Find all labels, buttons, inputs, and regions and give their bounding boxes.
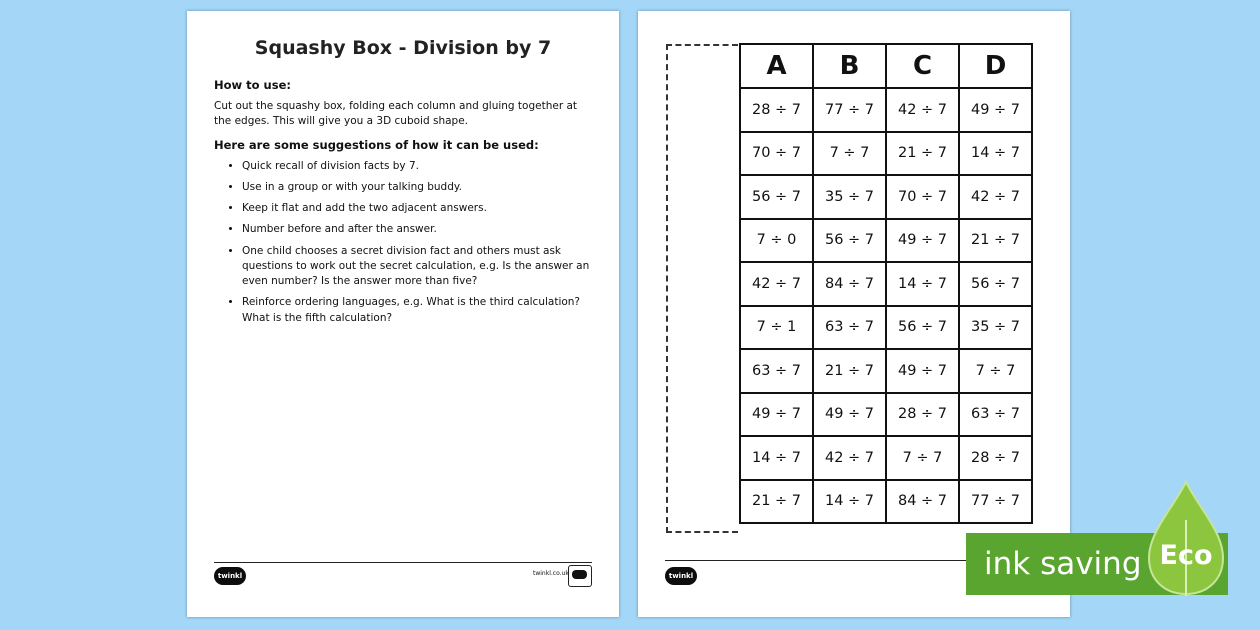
grid-row — [740, 349, 1032, 393]
suggestion-item: • Reinforce ordering languages, e.g. What is the third calculation? What is the fifth calculation? — [242, 295, 594, 325]
division-cell: 14 ÷ 7 — [813, 480, 886, 524]
suggestion-item: • One child chooses a secret division fact and others must ask questions to work out the secret calculation, e.g. Is the answer an even number? Is the answer more than five? — [242, 244, 594, 290]
division-cell: 56 ÷ 7 — [813, 219, 886, 263]
grid-row — [740, 132, 1032, 176]
division-cell: 21 ÷ 7 — [959, 219, 1032, 263]
eco-label: Eco — [1159, 540, 1213, 571]
division-cell: 42 ÷ 7 — [813, 436, 886, 480]
grid-row — [740, 219, 1032, 263]
instructions — [214, 77, 594, 332]
grid-row — [740, 88, 1032, 132]
column-header: B — [813, 44, 886, 88]
division-cell: 56 ÷ 7 — [740, 175, 813, 219]
how-text: Cut out the squashy box, folding each column and gluing together at the edges. This will give you a 3D cuboid shape. — [214, 99, 578, 127]
suggestion-item: • Use in a group or with your talking buddy. — [242, 180, 594, 195]
division-cell: 21 ÷ 7 — [740, 480, 813, 524]
division-cell: 14 ÷ 7 — [740, 436, 813, 480]
division-cell: 42 ÷ 7 — [886, 88, 959, 132]
right-page — [638, 11, 1070, 617]
division-cell: 63 ÷ 7 — [959, 393, 1032, 437]
eco-drop-icon — [1147, 480, 1225, 598]
division-cell: 84 ÷ 7 — [813, 262, 886, 306]
ink-saving-text: ink saving — [984, 546, 1142, 582]
division-cell: 42 ÷ 7 — [959, 175, 1032, 219]
column-header: C — [886, 44, 959, 88]
division-cell: 7 ÷ 1 — [740, 306, 813, 350]
division-cell: 14 ÷ 7 — [886, 262, 959, 306]
grid-row — [740, 306, 1032, 350]
suggestion-item: • Keep it flat and add the two adjacent answers. — [242, 201, 594, 216]
grid-row — [740, 393, 1032, 437]
division-cell: 70 ÷ 7 — [740, 132, 813, 176]
division-cell: 35 ÷ 7 — [813, 175, 886, 219]
division-cell: 42 ÷ 7 — [740, 262, 813, 306]
division-cell: 84 ÷ 7 — [886, 480, 959, 524]
header-row — [740, 44, 1032, 88]
division-cell: 7 ÷ 7 — [959, 349, 1032, 393]
division-cell: 7 ÷ 7 — [813, 132, 886, 176]
division-grid — [739, 43, 1033, 524]
division-cell: 77 ÷ 7 — [813, 88, 886, 132]
division-cell: 63 ÷ 7 — [813, 306, 886, 350]
division-cell: 21 ÷ 7 — [813, 349, 886, 393]
division-cell: 35 ÷ 7 — [959, 306, 1032, 350]
column-header: A — [740, 44, 813, 88]
site-url: twinkl.co.uk — [533, 570, 569, 577]
suggestion-item: • Number before and after the answer. — [242, 222, 594, 237]
division-cell: 14 ÷ 7 — [959, 132, 1032, 176]
division-cell: 49 ÷ 7 — [886, 349, 959, 393]
division-cell: 70 ÷ 7 — [886, 175, 959, 219]
division-cell: 7 ÷ 0 — [740, 219, 813, 263]
suggestions-heading: Here are some suggestions of how it can be used: — [214, 138, 539, 153]
division-cell: 49 ÷ 7 — [813, 393, 886, 437]
suggestion-item: • Quick recall of division facts by 7. — [242, 159, 594, 174]
division-cell: 28 ÷ 7 — [959, 436, 1032, 480]
division-cell: 49 ÷ 7 — [959, 88, 1032, 132]
grid-row — [740, 262, 1032, 306]
left-page — [187, 11, 619, 617]
suggestions-list — [214, 159, 594, 326]
division-cell: 49 ÷ 7 — [886, 219, 959, 263]
grid-row — [740, 175, 1032, 219]
grid-row — [740, 480, 1032, 524]
glue-tab — [666, 44, 738, 533]
grid-row — [740, 436, 1032, 480]
twinkl-logo: twinkl — [214, 567, 246, 585]
quality-badge-icon — [568, 565, 592, 587]
division-cell: 49 ÷ 7 — [740, 393, 813, 437]
footer-divider — [214, 562, 592, 563]
how-heading: How to use: — [214, 78, 291, 92]
division-cell: 28 ÷ 7 — [886, 393, 959, 437]
column-header: D — [959, 44, 1032, 88]
division-cell: 63 ÷ 7 — [740, 349, 813, 393]
division-cell: 56 ÷ 7 — [959, 262, 1032, 306]
division-cell: 28 ÷ 7 — [740, 88, 813, 132]
division-cell: 77 ÷ 7 — [959, 480, 1032, 524]
twinkl-logo: twinkl — [665, 567, 697, 585]
division-cell: 21 ÷ 7 — [886, 132, 959, 176]
page-title: Squashy Box - Division by 7 — [254, 37, 552, 59]
division-cell: 56 ÷ 7 — [886, 306, 959, 350]
division-cell: 7 ÷ 7 — [886, 436, 959, 480]
